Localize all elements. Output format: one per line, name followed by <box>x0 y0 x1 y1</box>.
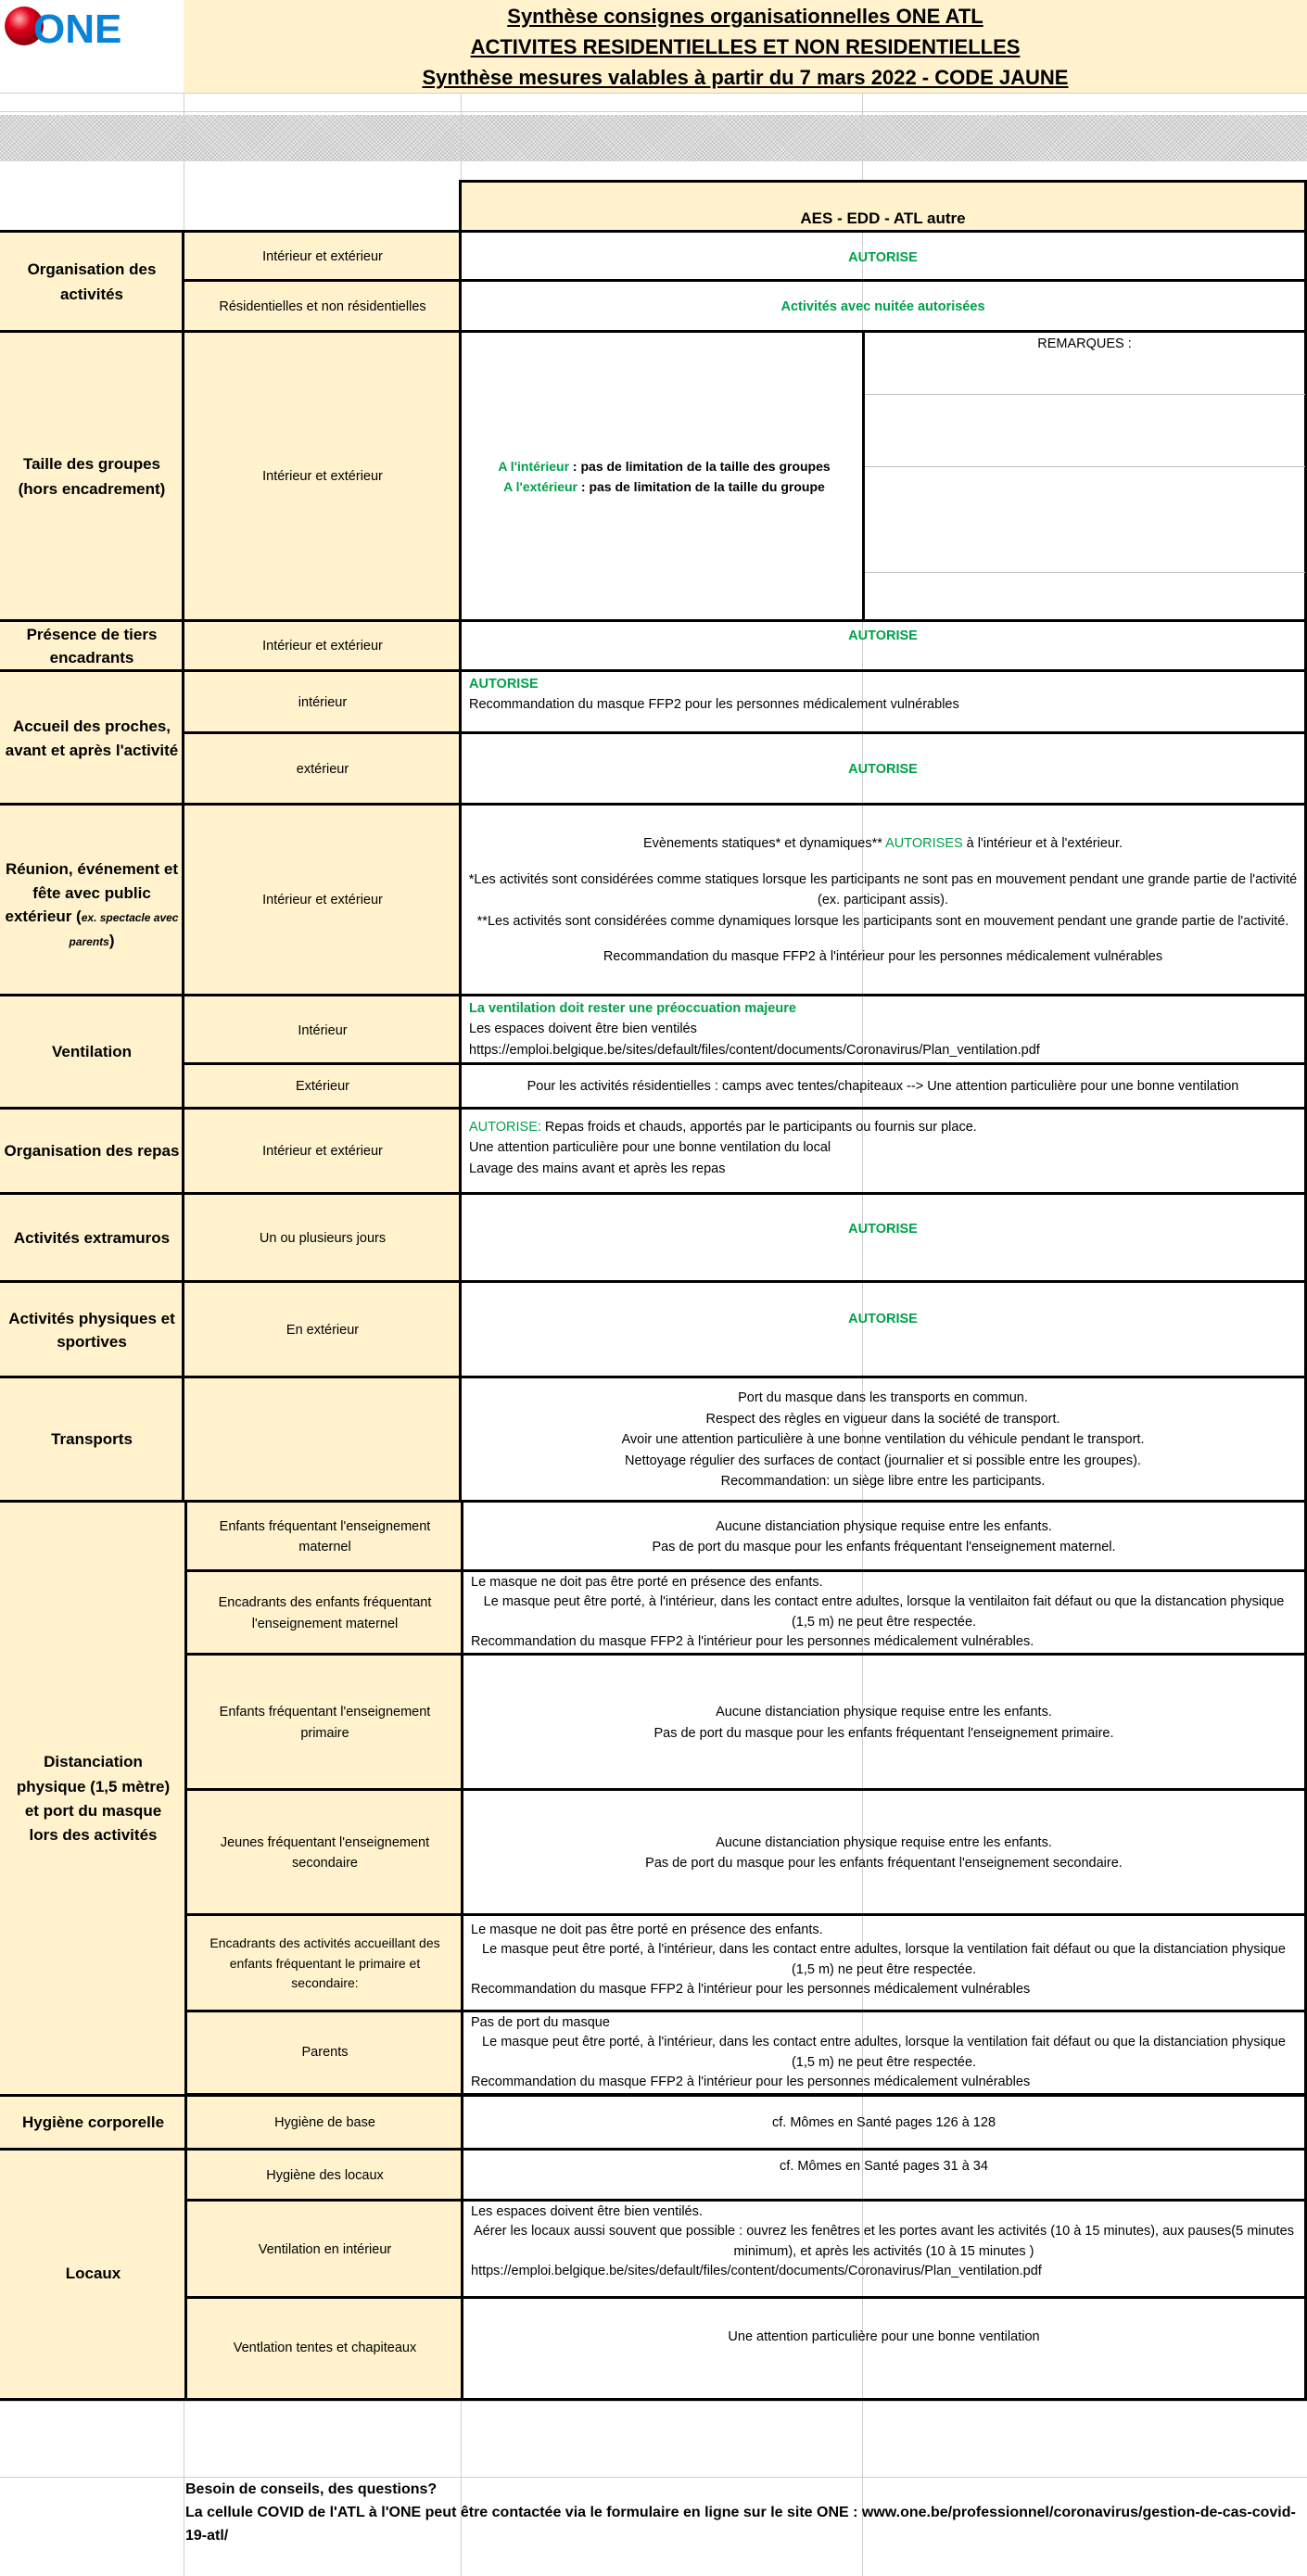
value-extramuros <box>459 1192 1307 1282</box>
table-header: AES - EDD - ATL autre <box>459 180 1307 232</box>
sub-ventilation-interieur: Ventilation en intérieur <box>184 2199 463 2298</box>
transport-line: Recommandation: un siège libre entre les participants. <box>720 1474 1046 1490</box>
title-line-1: Synthèse consignes organisationnelles ONE ATL <box>507 4 983 28</box>
remarks-divider <box>865 394 1305 395</box>
sub-jeunes-secondaire: Jeunes fréquentant l'enseignement secondaire <box>184 1788 463 1915</box>
transport-line: Respect des règles en vigueur dans la société de transport. <box>705 1411 1060 1427</box>
category-accueil-proches: Accueil des proches, avant et après l'activité <box>0 669 184 805</box>
value-encadrants-primaire-secondaire <box>461 1913 1307 2011</box>
category-taille-line2: (hors encadrement) <box>18 479 166 498</box>
sub-interieur: intérieur <box>182 669 461 733</box>
text-interieur: : pas de limitation de la taille des groupes <box>569 458 831 474</box>
sub-interieur-exterieur: Intérieur et extérieur <box>182 803 461 996</box>
text-espaces-ventiles: Les espaces doivent être bien ventilés <box>469 1022 697 1037</box>
label-interieur: A l'intérieur <box>498 458 570 474</box>
value-accueil-2 <box>459 731 1307 805</box>
value-ventilation-2: Pour les activités résidentielles : camps avec tentes/chapiteaux --> Une attention particulière pour une bonne ventilation <box>459 1062 1307 1109</box>
text-line: Aucune distanciation physique requise entre les enfants. <box>716 1705 1052 1720</box>
sub-transports-empty <box>182 1376 461 1502</box>
category-taille-groupes <box>0 330 184 621</box>
transport-line: Port du masque dans les transports en commun. <box>738 1390 1028 1406</box>
category-repas: Organisation des repas <box>0 1107 184 1194</box>
sub-interieur-exterieur: Intérieur et extérieur <box>182 230 461 281</box>
gridline <box>862 115 863 161</box>
value-encadrants-maternel <box>461 1569 1307 1655</box>
category-reunion <box>0 803 184 996</box>
logo-text: ONE <box>33 6 122 52</box>
category-distanciation: Distanciation physique (1,5 mètre) et port du masque lors des activités <box>0 1500 186 2096</box>
sub-interieur: Intérieur <box>182 994 461 1064</box>
text-lavage-mains: Lavage des mains avant et après les repas <box>469 1161 726 1176</box>
category-presence-tiers: Présence de tiers encadrants <box>0 619 184 671</box>
text-line: Recommandation du masque FFP2 à l'intérieur pour les personnes médicalement vulnérables <box>471 2075 1031 2090</box>
text-evenements-end: à l'intérieur et à l'extérieur. <box>962 836 1123 852</box>
transport-line: Avoir une attention particulière à une bonne ventilation du véhicule pendant le transport. <box>621 1432 1145 1448</box>
text-line: Aérer les locaux aussi souvent que possible : ouvrez les fenêtres et les portes avant les activités (10 à 15 minutes), aux pauses(5 minutes minimum), et après les activités (10 à 15 minutes ) <box>474 2224 1294 2259</box>
status-autorise: AUTORISE: <box>469 1120 541 1135</box>
category-taille-line1: Taille des groupes <box>22 455 160 474</box>
value-hygiene-locaux: cf. Mômes en Santé pages 31 à 34 <box>461 2148 1307 2201</box>
footer-contact[interactable]: La cellule COVID de l'ATL à l'ONE peut être contactée via le formulaire en ligne sur le site ONE : www.one.be/professionnel/coronavirus/gestion-de-cas-covid-19-atl/ <box>185 2504 1296 2544</box>
footer <box>185 2479 1298 2547</box>
category-extramuros: Activités extramuros <box>0 1192 184 1282</box>
category-activites-physiques: Activités physiques et sportives <box>0 1280 184 1377</box>
one-logo-icon <box>4 2 122 52</box>
sub-interieur-exterieur: Intérieur et extérieur <box>182 1107 461 1194</box>
text-line: Aucune distanciation physique requise entre les enfants. <box>716 1834 1052 1850</box>
title-line-2: ACTIVITES RESIDENTIELLES ET NON RESIDENTIELLES <box>470 34 1021 58</box>
value-jeunes-secondaire <box>461 1788 1307 1915</box>
link-plan-ventilation[interactable]: https://emploi.belgique.be/sites/default/files/content/documents/Coronavirus/Plan_ventilation.pdf <box>471 2264 1042 2279</box>
sub-interieur-exterieur: Intérieur et extérieur <box>182 330 461 621</box>
text-statiques: *Les activités sont considérées comme statiques lorsque les participants ne sont pas en mouvement pendant une grande partie de l'activité (ex. participant assis). <box>468 871 1298 908</box>
text-repas: Repas froids et chauds, apportés par le participants ou fournis sur place. <box>540 1120 977 1135</box>
category-reunion-end: ) <box>108 931 115 949</box>
sub-interieur-exterieur: Intérieur et extérieur <box>182 619 461 671</box>
text-line: Pas de port du masque pour les enfants fréquentant l'enseignement primaire. <box>654 1725 1114 1741</box>
remarks-box <box>862 330 1307 621</box>
text-line: Recommandation du masque FFP2 à l'intérieur pour les personnes médicalement vulnérables <box>471 1982 1031 1998</box>
sub-parents: Parents <box>184 2010 463 2096</box>
value-enfants-primaire <box>461 1653 1307 1790</box>
value-reunion <box>459 803 1307 996</box>
text-ffp2: Recommandation du masque FFP2 pour les personnes médicalement vulnérables <box>469 697 959 713</box>
status-autorise: AUTORISE <box>848 250 918 265</box>
sub-hygiene-locaux: Hygiène des locaux <box>184 2148 463 2201</box>
text-line: Les espaces doivent être bien ventilés. <box>471 2204 703 2219</box>
remarks-divider <box>865 466 1305 467</box>
text-ventilation-local: Une attention particulière pour une bonne ventilation du local <box>469 1140 831 1156</box>
status-autorise: AUTORISE <box>848 1222 918 1237</box>
sub-ventilation-tentes: Ventlation tentes et chapiteaux <box>184 2296 463 2401</box>
value-hygiene: cf. Mômes en Santé pages 126 à 128 <box>461 2094 1307 2150</box>
value-physiques <box>459 1280 1307 1377</box>
link-plan-ventilation[interactable]: https://emploi.belgique.be/sites/default/files/content/documents/Coronavirus/Plan_ventilation.pdf <box>469 1042 1040 1058</box>
value-taille <box>459 330 867 621</box>
remarks-label: REMARQUES : <box>1037 336 1132 351</box>
title-line-3: Synthèse mesures valables à partir du 7 mars 2022 - CODE JAUNE <box>422 65 1069 89</box>
gridline <box>461 115 462 161</box>
sub-jours: Un ou plusieurs jours <box>182 1192 461 1282</box>
value-accueil-1 <box>459 669 1307 733</box>
category-organisation-activites: Organisation des activités <box>0 230 184 332</box>
sub-exterieur: extérieur <box>182 731 461 805</box>
status-autorise: AUTORISE <box>848 628 918 643</box>
hatched-band <box>0 115 1307 161</box>
value-org-1 <box>459 230 1307 281</box>
value-ventilation-interieur <box>461 2199 1307 2298</box>
title-block <box>184 0 1307 93</box>
value-tiers <box>459 619 1307 671</box>
status-autorise: AUTORISE <box>469 677 539 692</box>
text-dynamiques: **Les activités sont considérées comme dynamiques lorsque les participants sont en mouvement pendant une grande partie de l'activité. <box>476 913 1289 929</box>
gridline <box>0 93 1307 94</box>
value-enfants-maternel <box>461 1500 1307 1571</box>
sub-enfants-primaire: Enfants fréquentant l'enseignement primaire <box>184 1653 463 1790</box>
gridline <box>0 111 1307 112</box>
label-exterieur: A l'extérieur <box>503 478 577 494</box>
text-evenements: Evènements statiques* et dynamiques** <box>642 836 886 852</box>
text-line: Pas de port du masque pour les enfants fréquentant l'enseignement maternel. <box>652 1540 1116 1554</box>
text-line: Pas de port du masque pour les enfants fréquentant l'enseignement secondaire. <box>645 1856 1123 1871</box>
status-autorises: AUTORISES <box>885 836 963 852</box>
text-line: Le masque ne doit pas être porté en présence des enfants. <box>471 1922 823 1937</box>
value-parents <box>461 2010 1307 2096</box>
sub-exterieur: En extérieur <box>182 1280 461 1377</box>
sub-residentielles: Résidentielles et non résidentielles <box>182 279 461 332</box>
gridline <box>0 2477 1307 2478</box>
sub-hygiene-base: Hygiène de base <box>184 2094 463 2150</box>
text-line: Recommandation du masque FFP2 à l'intérieur pour les personnes médicalement vulnérables. <box>471 1634 1034 1650</box>
text-ventilation-majeure: La ventilation doit rester une préoccuation majeure <box>469 1001 796 1016</box>
value-ventilation-1 <box>459 994 1307 1064</box>
text-ffp2: Recommandation du masque FFP2 à l'intérieur pour les personnes médicalement vulnérables <box>603 949 1163 965</box>
value-org-2 <box>459 279 1307 332</box>
text-line: Aucune distanciation physique requise entre les enfants. <box>716 1518 1052 1534</box>
value-repas <box>459 1107 1307 1194</box>
status-autorise: AUTORISE <box>848 1312 918 1326</box>
sub-enfants-maternel: Enfants fréquentant l'enseignement maternel <box>184 1500 463 1571</box>
category-hygiene: Hygiène corporelle <box>0 2094 186 2150</box>
category-ventilation: Ventilation <box>0 994 184 1109</box>
text-line: Le masque peut être porté, à l'intérieur, dans les contact entre adultes, lorsque la ventilaiton fait défaut ou que la distancation physique (1,5 m) ne peut être respectée. <box>483 1594 1285 1630</box>
remarks-divider <box>865 572 1305 573</box>
footer-question: Besoin de conseils, des questions? <box>185 2481 438 2497</box>
status-nuitee: Activités avec nuitée autorisées <box>780 298 985 314</box>
category-reunion-example: ex. spectacle avec parents <box>69 911 179 948</box>
gridline <box>0 2401 1307 2402</box>
text-line: Pas de port du masque <box>471 2015 610 2030</box>
text-line: Le masque peut être porté, à l'intérieur, dans les contact entre adultes, lorsque la ventilation fait défaut ou que la distanciation physique (1,5 m) ne peut être respectée. <box>482 1942 1286 1977</box>
transport-line: Nettoyage régulier des surfaces de contact (journalier et si possible entre les groupes). <box>625 1453 1141 1468</box>
sub-exterieur: Extérieur <box>182 1062 461 1109</box>
sub-encadrants-maternel: Encadrants des enfants fréquentant l'enseignement maternel <box>184 1569 463 1655</box>
category-transports: Transports <box>0 1376 184 1502</box>
text-line: Le masque peut être porté, à l'intérieur, dans les contact entre adultes, lorsque la ventilation fait défaut ou que la distanciation physique (1,5 m) ne peut être respectée. <box>482 2035 1286 2070</box>
sub-encadrants-primaire-secondaire: Encadrants des activités accueillant des enfants fréquentant le primaire et secondaire: <box>184 1913 463 2011</box>
status-autorise: AUTORISE <box>848 761 918 777</box>
value-transports <box>459 1376 1307 1502</box>
one-logo <box>4 2 122 52</box>
value-ventilation-tentes: Une attention particulière pour une bonne ventilation <box>461 2296 1307 2401</box>
text-exterieur: : pas de limitation de la taille du groupe <box>577 478 825 494</box>
category-locaux: Locaux <box>0 2148 186 2401</box>
category-reunion-text: Réunion, événement et fête avec public extérieur ( <box>5 860 179 925</box>
text-line: Le masque ne doit pas être porté en présence des enfants. <box>471 1575 823 1590</box>
